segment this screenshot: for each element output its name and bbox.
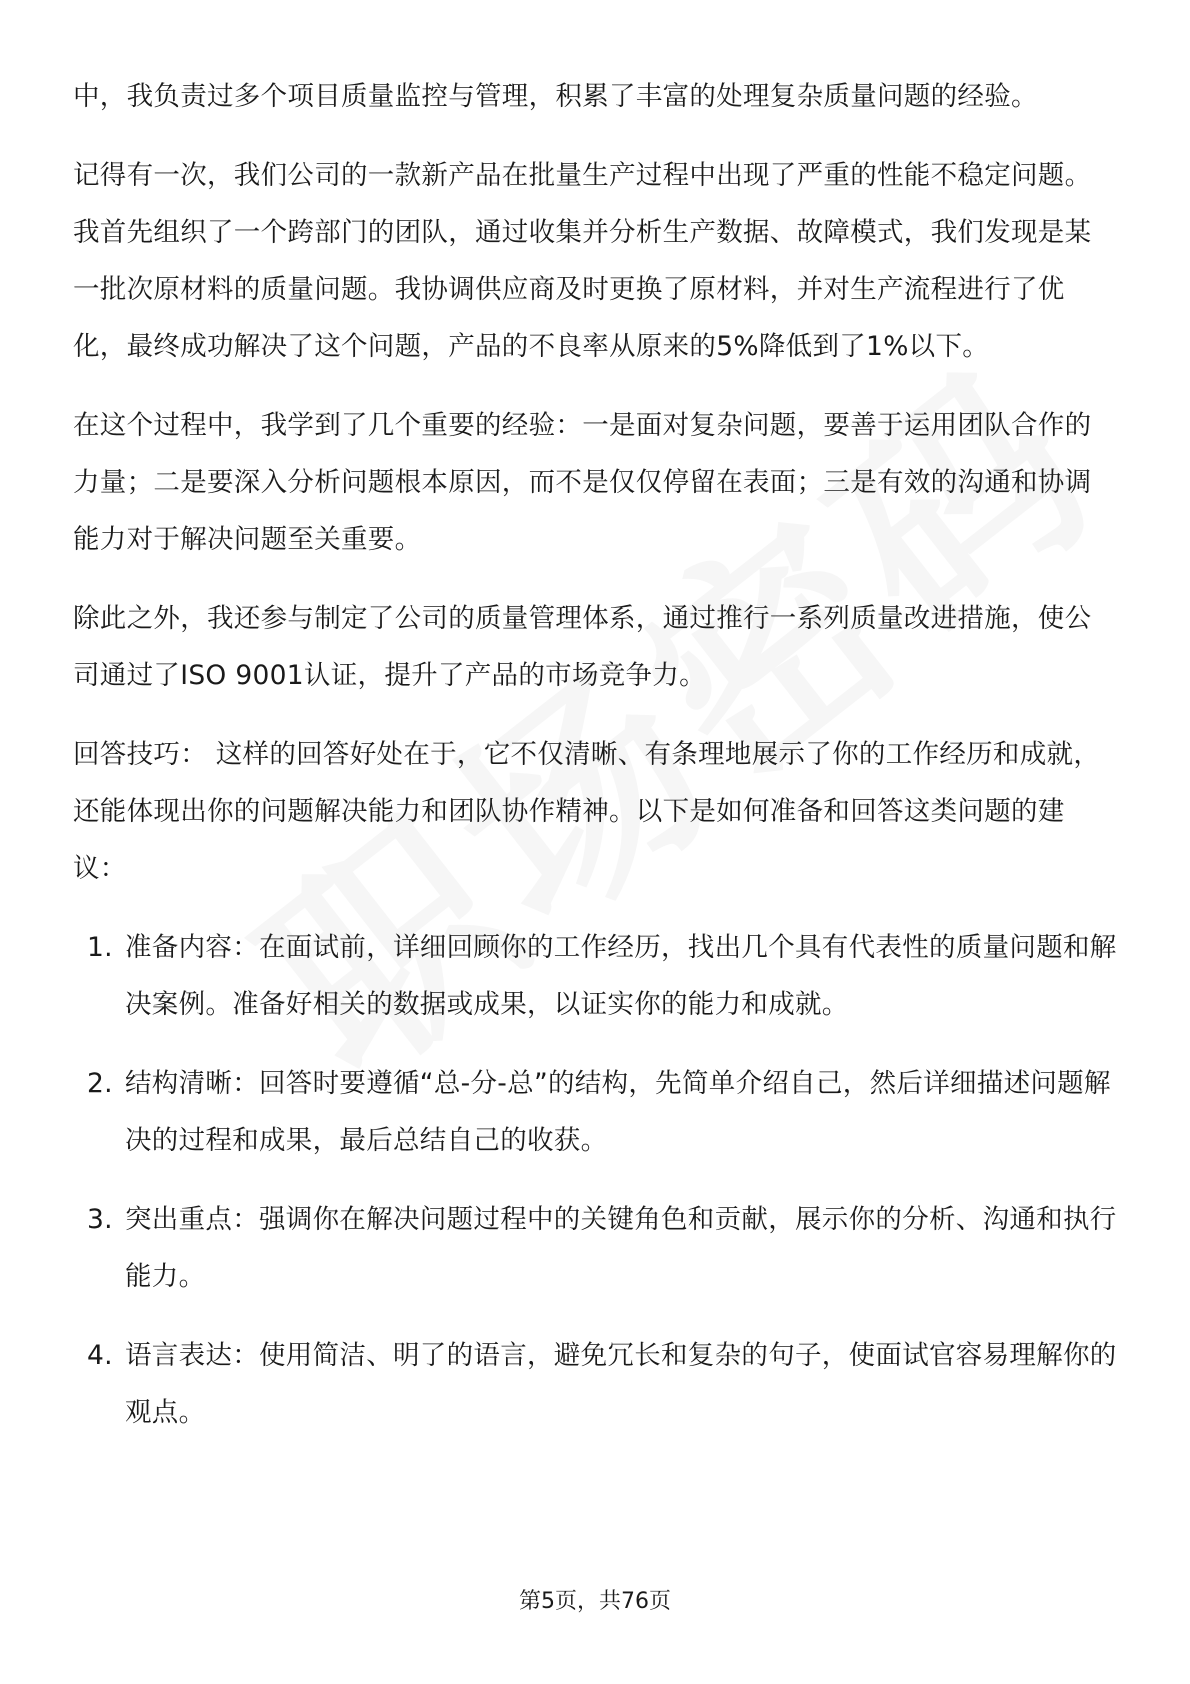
list-item <box>73 1327 1118 1441</box>
paragraph-example-story: 记得有一次，我们公司的一款新产品在批量生产过程中出现了严重的性能不稳定问题。我首先组织了一个跨部门的团队，通过收集并分析生产数据、故障模式，我们发现是某一批次原材料的质量问题。我协调供应商及时更换了原材料，并对生产流程进行了优化，最终成功解决了这个问题，产品的不良率从原来的5%降低到了1%以下。 <box>73 160 1092 362</box>
list-item <box>73 1191 1118 1305</box>
list-item-number: 2. <box>87 1068 113 1099</box>
list-item-number: 3. <box>87 1204 113 1235</box>
list-item-number: 1. <box>87 932 113 963</box>
paragraph-answer-tips: 回答技巧： 这样的回答好处在于，它不仅清晰、有条理地展示了你的工作经历和成就，还能体现出你的问题解决能力和团队协作精神。以下是如何准备和回答这类问题的建议： <box>73 739 1101 884</box>
list-item <box>73 1055 1118 1169</box>
list-item-text: 突出重点：强调你在解决问题过程中的关键角色和贡献，展示你的分析、沟通和执行能力。 <box>125 1204 1117 1292</box>
paragraph-intro-continuation: 中，我负责过多个项目质量监控与管理，积累了丰富的处理复杂质量问题的经验。 <box>73 81 1038 112</box>
tips-list <box>73 919 1118 1441</box>
document-body <box>73 68 1118 1463</box>
list-item-text: 语言表达：使用简洁、明了的语言，避免冗长和复杂的句子，使面试官容易理解你的观点。 <box>125 1340 1117 1428</box>
list-item <box>73 919 1118 1033</box>
page-footer: 第5页，共76页 <box>519 1589 671 1614</box>
list-item-number: 4. <box>87 1340 113 1371</box>
list-item-text: 准备内容：在面试前，详细回顾你的工作经历，找出几个具有代表性的质量问题和解决案例。准备好相关的数据或成果，以证实你的能力和成就。 <box>125 932 1117 1020</box>
paragraph-lessons-learned: 在这个过程中，我学到了几个重要的经验：一是面对复杂问题，要善于运用团队合作的力量；二是要深入分析问题根本原因，而不是仅仅停留在表面；三是有效的沟通和协调能力对于解决问题至关重要。 <box>73 410 1092 555</box>
paragraph-additional-achievements: 除此之外，我还参与制定了公司的质量管理体系，通过推行一系列质量改进措施，使公司通过了ISO 9001认证，提升了产品的市场竞争力。 <box>73 603 1092 691</box>
list-item-text: 结构清晰：回答时要遵循“总-分-总”的结构，先简单介绍自己，然后详细描述问题解决的过程和成果，最后总结自己的收获。 <box>125 1068 1111 1156</box>
